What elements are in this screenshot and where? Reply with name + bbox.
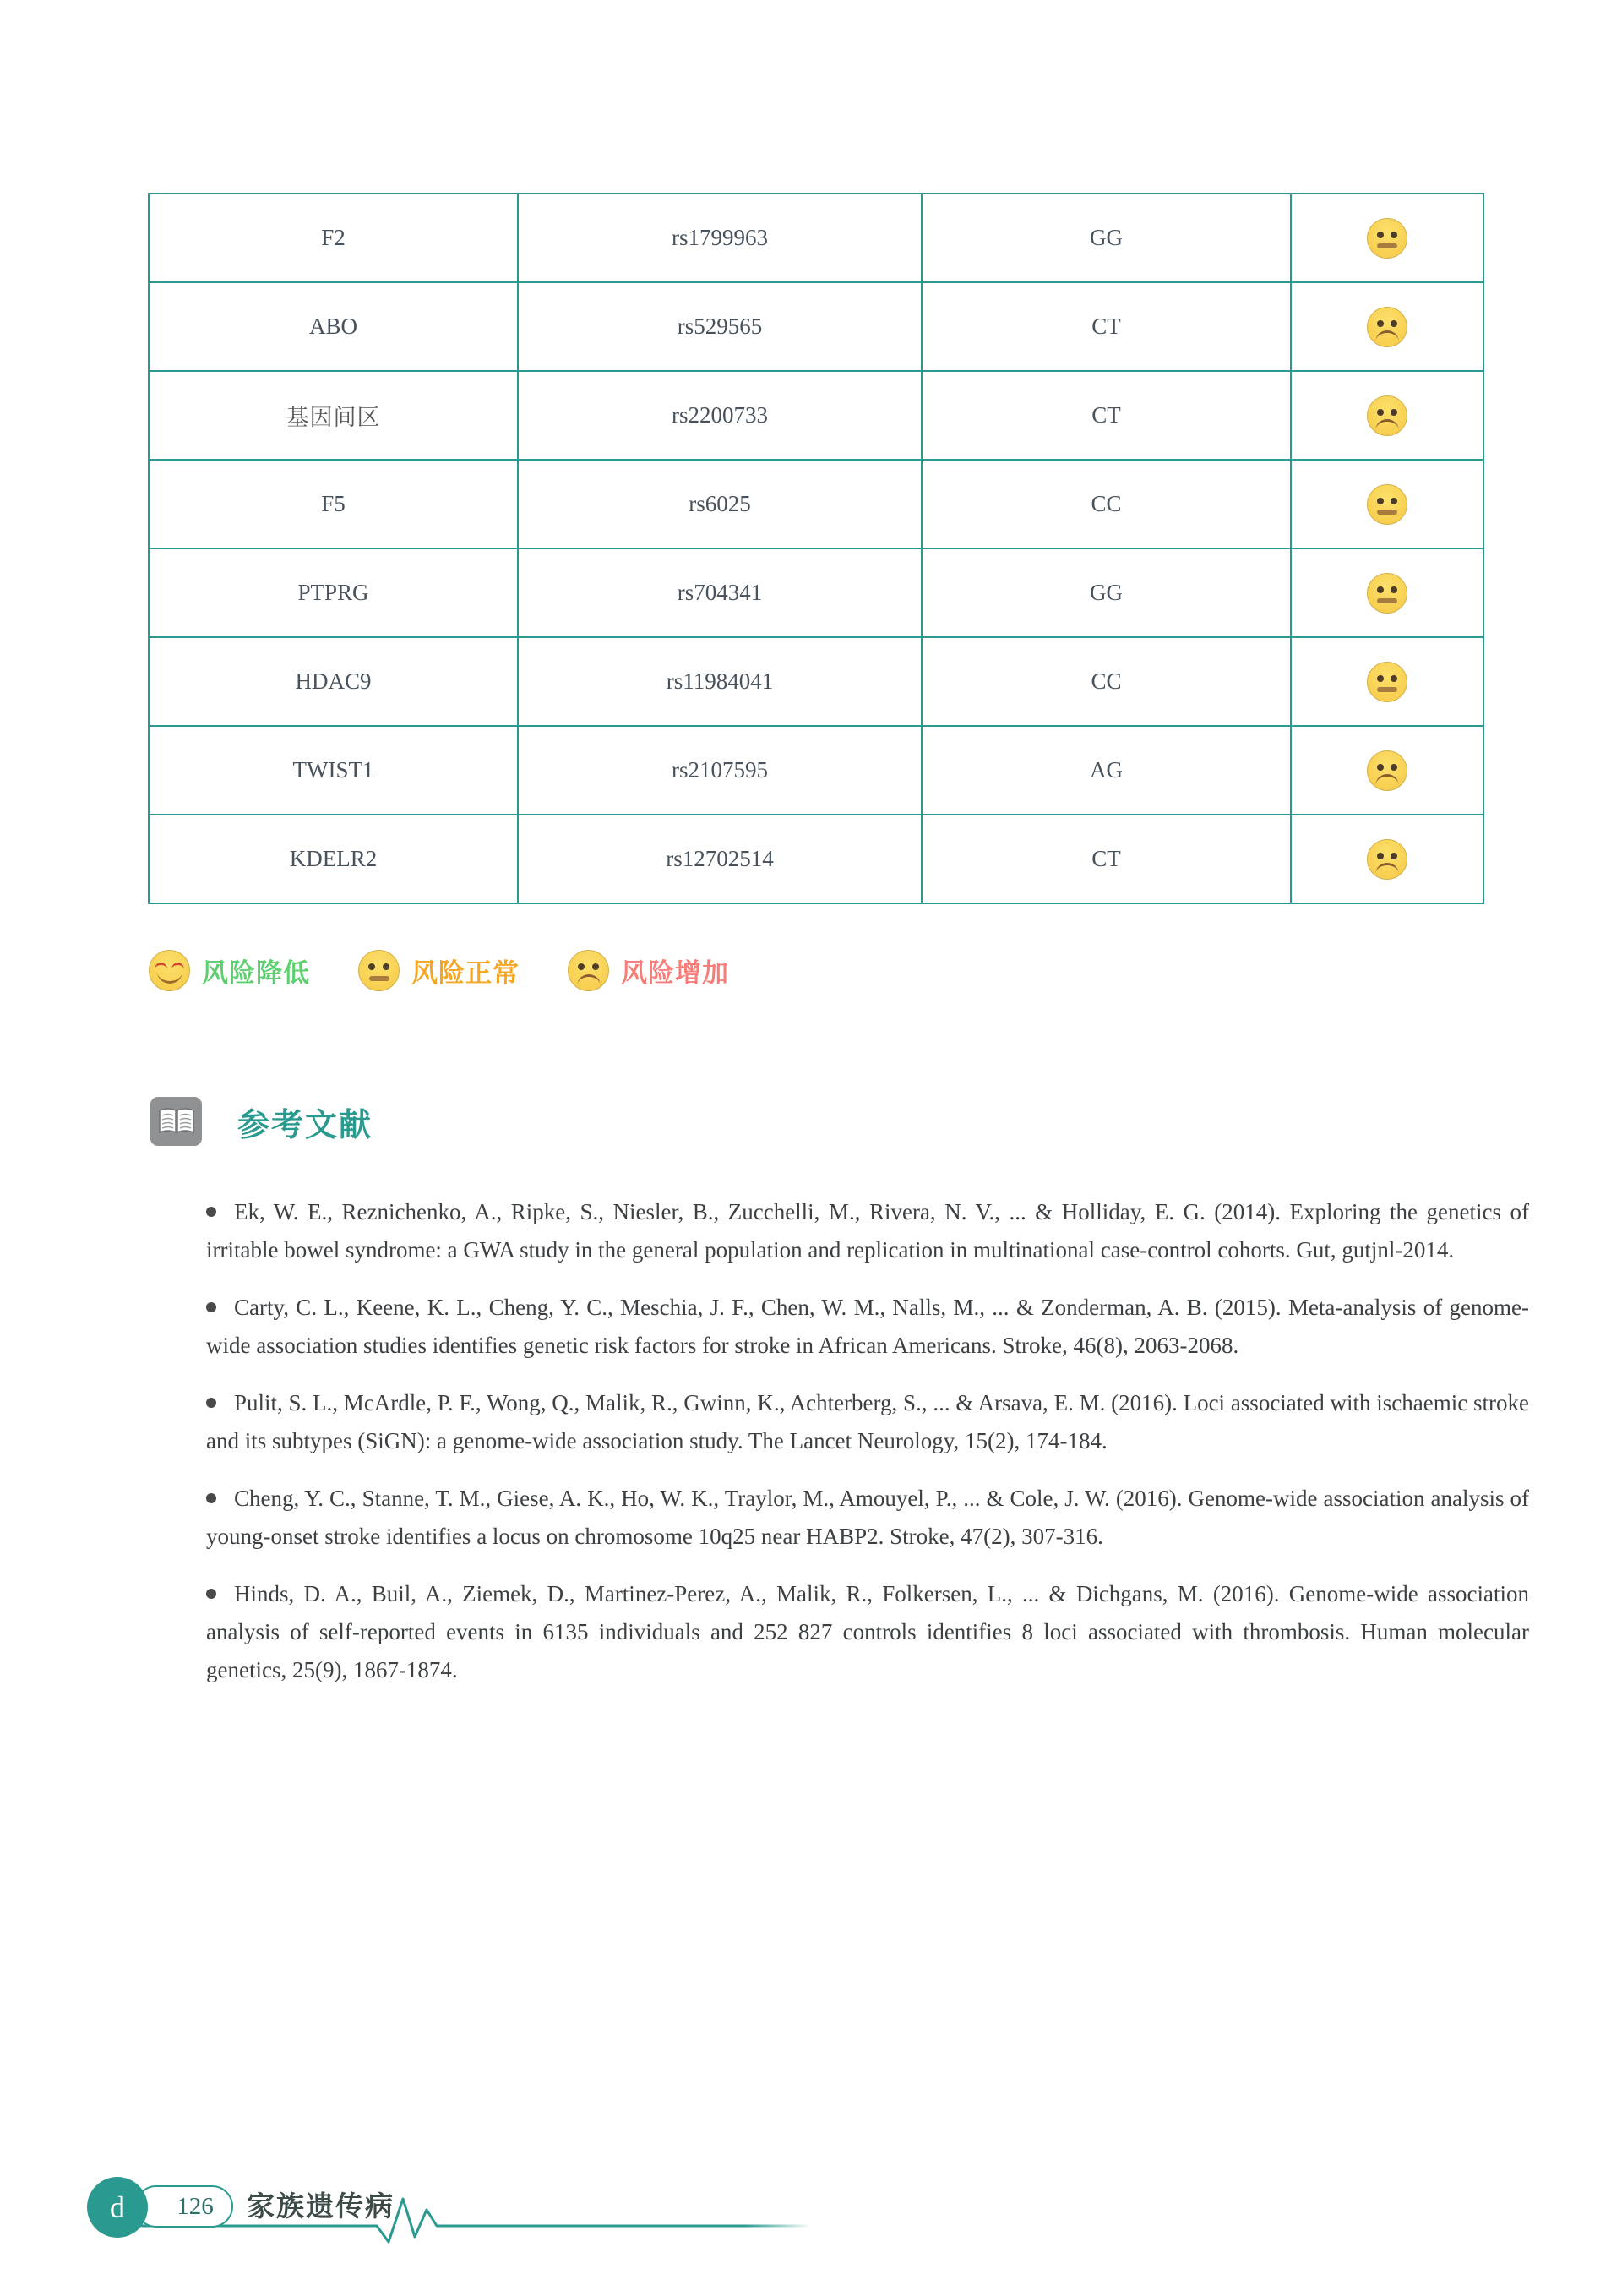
page-number-pill — [135, 2185, 233, 2228]
risk-face-icon — [1367, 307, 1407, 347]
gene-cell: ABO — [149, 282, 518, 371]
rsid-cell: rs12702514 — [518, 815, 922, 903]
gene-cell: F5 — [149, 460, 518, 548]
footer-section-label: 家族遗传病 — [247, 2190, 395, 2222]
risk-cell — [1291, 371, 1483, 460]
gene-cell: TWIST1 — [149, 726, 518, 815]
risk-face-icon — [1367, 750, 1407, 791]
genotype-cell: AG — [922, 726, 1291, 815]
corner-letter-badge — [87, 2177, 148, 2238]
risk-face-icon — [1367, 395, 1407, 436]
risk-face-icon — [1367, 662, 1407, 702]
genotype-cell: CC — [922, 460, 1291, 548]
table-row — [149, 548, 1483, 637]
gene-cell: KDELR2 — [149, 815, 518, 903]
neutral-face-icon — [358, 950, 400, 991]
references-title: 参考文献 — [237, 1107, 373, 1143]
risk-cell — [1291, 460, 1483, 548]
rsid-cell: rs704341 — [518, 548, 922, 637]
rsid-cell: rs2200733 — [518, 371, 922, 460]
rsid-cell: rs11984041 — [518, 637, 922, 726]
smile-face-icon — [149, 950, 190, 991]
rsid-cell: rs6025 — [518, 460, 922, 548]
risk-cell — [1291, 282, 1483, 371]
risk-face-icon — [1367, 573, 1407, 614]
genotype-cell: CT — [922, 371, 1291, 460]
risk-cell — [1291, 637, 1483, 726]
legend-label: 风险降低 — [202, 958, 310, 988]
sad-face-icon — [568, 950, 609, 991]
risk-face-icon — [1367, 218, 1407, 259]
gene-cell: F2 — [149, 194, 518, 282]
risk-cell — [1291, 194, 1483, 282]
page-number: 126 — [177, 2192, 214, 2220]
risk-cell — [1291, 815, 1483, 903]
table-row — [149, 371, 1483, 460]
gene-results-table — [148, 193, 1484, 904]
risk-legend — [149, 950, 777, 991]
references-list — [206, 1193, 1529, 1709]
table-row — [149, 282, 1483, 371]
gene-cell: 基因间区 — [149, 371, 518, 460]
table-row — [149, 637, 1483, 726]
table-row — [149, 460, 1483, 548]
reference-item: Pulit, S. L., McArdle, P. F., Wong, Q., Malik, R., Gwinn, K., Achterberg, S., ... & Arsava, E. M. (2016). Loci associated with ischaemic stroke and its subtypes (SiGN): a genome-wide association study. The Lancet Neurology, 15(2), 174-184. — [206, 1384, 1529, 1460]
risk-face-icon — [1367, 839, 1407, 880]
gene-cell: HDAC9 — [149, 637, 518, 726]
genotype-cell: CT — [922, 815, 1291, 903]
reference-item: Ek, W. E., Reznichenko, A., Ripke, S., Niesler, B., Zucchelli, M., Rivera, N. V., ... & Holliday, E. G. (2014). Exploring the genetics of irritable bowel syndrome: a GWA study in the general population and replication in multinational case-control cohorts. Gut, gutjnl-2014. — [206, 1193, 1529, 1269]
risk-cell — [1291, 726, 1483, 815]
genotype-cell: CC — [922, 637, 1291, 726]
genotype-cell: GG — [922, 194, 1291, 282]
genotype-cell: GG — [922, 548, 1291, 637]
gene-cell: PTPRG — [149, 548, 518, 637]
legend-item-risk-normal — [358, 950, 520, 991]
reference-item: Cheng, Y. C., Stanne, T. M., Giese, A. K., Ho, W. K., Traylor, M., Amouyel, P., ... & Cole, J. W. (2016). Genome-wide association analysis of young-onset stroke identifies a locus on chromosome 10q25 near HABP2. Stroke, 47(2), 307-316. — [206, 1480, 1529, 1556]
reference-item: Hinds, D. A., Buil, A., Ziemek, D., Martinez-Perez, A., Malik, R., Folkersen, L., ... & Dichgans, M. (2016). Genome-wide association analysis of self-reported events in 6135 individuals and 252 827 controls identifies 8 loci associated with thrombosis. Human molecular genetics, 25(9), 1867-1874. — [206, 1575, 1529, 1689]
corner-letter: d — [110, 2190, 125, 2224]
reference-item: Carty, C. L., Keene, K. L., Cheng, Y. C., Meschia, J. F., Chen, W. M., Nalls, M., ... & Zonderman, A. B. (2015). Meta-analysis of genome-wide association studies identifies genetic risk factors for stroke in African Americans. Stroke, 46(8), 2063-2068. — [206, 1289, 1529, 1365]
genotype-cell: CT — [922, 282, 1291, 371]
legend-label: 风险正常 — [411, 958, 520, 988]
risk-cell — [1291, 548, 1483, 637]
table-row — [149, 726, 1483, 815]
table-row — [149, 815, 1483, 903]
rsid-cell: rs2107595 — [518, 726, 922, 815]
legend-label: 风险增加 — [621, 958, 729, 988]
table-row — [149, 194, 1483, 282]
references-section-header — [150, 1097, 373, 1146]
legend-item-risk-reduced — [149, 950, 310, 991]
rsid-cell: rs1799963 — [518, 194, 922, 282]
legend-item-risk-increased — [568, 950, 729, 991]
open-book-icon — [150, 1097, 202, 1146]
risk-face-icon — [1367, 484, 1407, 525]
rsid-cell: rs529565 — [518, 282, 922, 371]
